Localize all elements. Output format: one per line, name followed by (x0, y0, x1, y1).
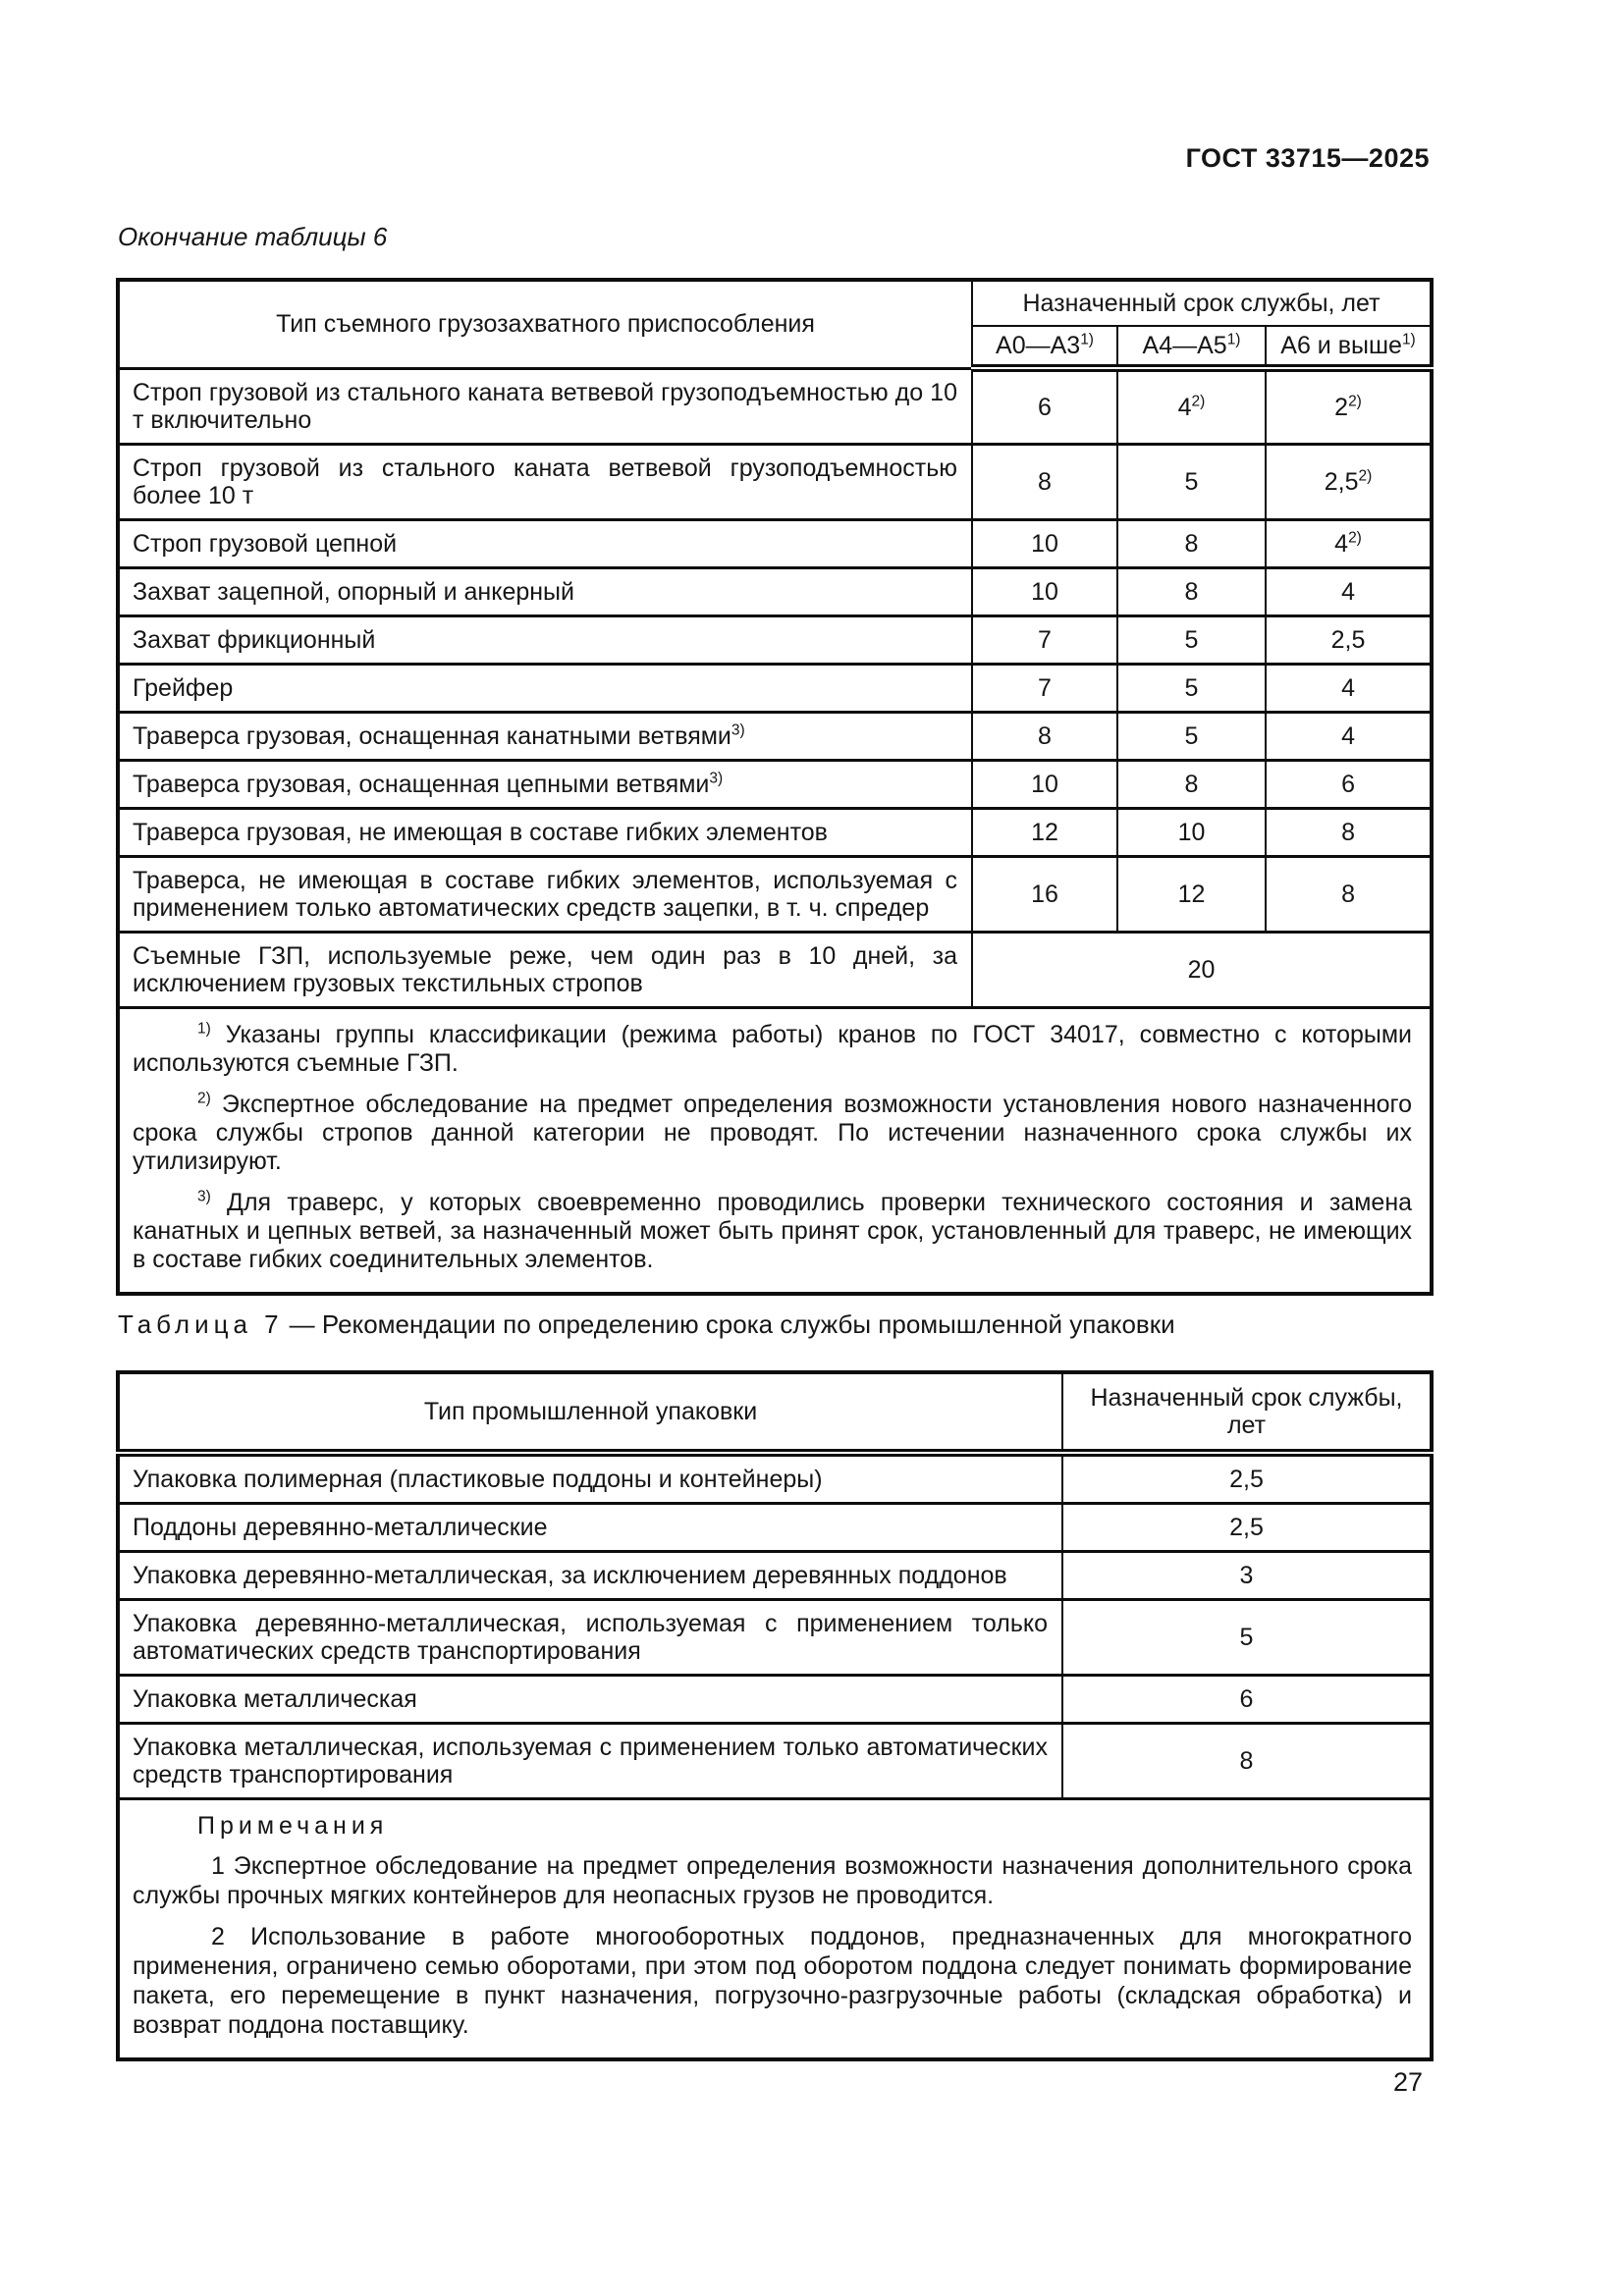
value-cell: 3 (1062, 1552, 1432, 1600)
device-type-cell: Траверса грузовая, оснащенная канатными ветвями$^{3)}$ (118, 712, 972, 760)
table6-type-column-header: Тип съемного грузозахватного приспособления (118, 280, 972, 368)
packaging-type-cell: Поддоны деревянно-металлические (118, 1504, 1062, 1552)
table-row (118, 1676, 1432, 1724)
value-cell: 10 (972, 519, 1117, 567)
note-2: 2 Использование в работе многооборотных поддонов, предназначенных для многократного применения, ограничено семью оборотами, при этом под оборотом поддона следует понимать формирование пакета, его перемещение в пункт назначения, погрузочно-разгрузочные работы (складская обработка) и возврат поддона поставщику. (133, 1923, 1412, 2039)
packaging-type-cell: Упаковка металлическая (118, 1676, 1062, 1724)
table-row (118, 856, 1432, 932)
value-cell: 4$^{2)}$ (1117, 368, 1266, 444)
table-row (118, 444, 1432, 519)
table-row (118, 808, 1432, 856)
device-type-cell: Грейфер (118, 664, 972, 712)
table7-notes-row (118, 1799, 1432, 2060)
value-cell: 5 (1062, 1600, 1432, 1676)
value-cell: 5 (1117, 615, 1266, 664)
device-type-cell: Строп грузовой цепной (118, 519, 972, 567)
table-row (118, 368, 1432, 444)
device-type-cell: Траверса, не имеющая в составе гибких элементов, используемая с применением только автоматических средств зацепки, в т. ч. спредер (118, 856, 972, 932)
value-cell: 5 (1117, 664, 1266, 712)
footnote-ref: 2) (1348, 393, 1362, 410)
note-1: 1 Экспертное обследование на предмет определения возможности назначения дополнительного срока службы прочных мягких контейнеров для неопасных грузов не проводится. (133, 1852, 1412, 1909)
value-cell: 8 (1266, 856, 1432, 932)
footnote-marker: 1) (197, 1020, 211, 1038)
value-cell: 2$^{2)}$ (1266, 368, 1432, 444)
device-type-cell: Захват фрикционный (118, 615, 972, 664)
footnote-1: $^{1)}$ Указаны группы классификации (режима работы) кранов по ГОСТ 34017, совместно с которыми используются съемные ГЗП. (133, 1020, 1413, 1077)
table-row (118, 519, 1432, 567)
packaging-type-cell: Упаковка полимерная (пластиковые поддоны и контейнеры) (118, 1453, 1062, 1504)
table6-continuation-caption: Окончание таблицы 6 (118, 222, 388, 251)
table-row (118, 712, 1432, 760)
device-type-cell: Строп грузовой из стального каната ветвевой грузоподъемностью до 10 т включительно (118, 368, 972, 444)
value-cell: 7 (972, 615, 1117, 664)
footnote-ref: 3) (731, 721, 745, 739)
device-type-cell: Траверса грузовая, оснащенная цепными ветвями$^{3)}$ (118, 760, 972, 808)
value-cell: 2,5$^{2)}$ (1266, 444, 1432, 519)
value-cell: 8 (1266, 808, 1432, 856)
value-cell: 10 (1117, 808, 1266, 856)
value-cell: 2,5 (1266, 615, 1432, 664)
table7-caption (118, 1309, 1175, 1340)
value-cell: 8 (972, 712, 1117, 760)
table7-type-column-header: Тип промышленной упаковки (118, 1372, 1062, 1453)
value-cell: 4 (1266, 567, 1432, 615)
footnote-ref: 2) (1348, 529, 1362, 547)
table7 (116, 1370, 1434, 2061)
value-cell: 2,5 (1062, 1453, 1432, 1504)
value-cell: 12 (1117, 856, 1266, 932)
table-row (118, 615, 1432, 664)
value-cell: 5 (1117, 712, 1266, 760)
value-cell: 6 (1062, 1676, 1432, 1724)
footnote-2: $^{2)}$ Экспертное обследование на предмет определения возможности установления нового назначенного срока службы стропов данной категории не проводят. По истечении назначенного срока службы их утилизируют. (133, 1090, 1413, 1175)
page-number: 27 (1392, 2067, 1423, 2097)
table-row (118, 567, 1432, 615)
table7-notes-cell (118, 1799, 1432, 2060)
table-row (118, 664, 1432, 712)
table7-caption-label: Таблица 7 (118, 1309, 284, 1339)
value-cell: 8 (1117, 567, 1266, 615)
value-cell: 4 (1266, 712, 1432, 760)
table-row-merged (118, 932, 1432, 1007)
value-cell: 4 (1266, 664, 1432, 712)
value-cell: 8 (1062, 1724, 1432, 1799)
value-cell: 8 (1117, 519, 1266, 567)
standard-code: ГОСТ 33715—2025 (1185, 143, 1430, 173)
value-cell: 2,5 (1062, 1504, 1432, 1552)
table6-group-a4a5-header: А4—А5$^{1)}$ (1117, 326, 1266, 368)
table7-service-life-column-header: Назначенный срок службы, лет (1062, 1372, 1432, 1453)
device-type-cell: Захват зацепной, опорный и анкерный (118, 567, 972, 615)
table6 (116, 278, 1434, 1296)
table-row (118, 1724, 1432, 1799)
table-row (118, 1600, 1432, 1676)
table6-footnotes-row (118, 1007, 1432, 1294)
footnote-ref: 2) (1191, 393, 1206, 410)
table-row (118, 1552, 1432, 1600)
value-cell: 10 (972, 567, 1117, 615)
footnote-marker: 3) (197, 1188, 211, 1205)
value-cell: 6 (972, 368, 1117, 444)
footnote-ref: 3) (709, 770, 724, 787)
table7-caption-text: — Рекомендации по определению срока службы промышленной упаковки (289, 1309, 1175, 1339)
merged-value-cell: 20 (972, 932, 1432, 1007)
value-cell: 6 (1266, 760, 1432, 808)
table6-group-a0a3-header: А0—А3$^{1)}$ (972, 326, 1117, 368)
value-cell: 4$^{2)}$ (1266, 519, 1432, 567)
value-cell: 7 (972, 664, 1117, 712)
value-cell: 8 (1117, 760, 1266, 808)
footnote-ref: 1) (1401, 331, 1416, 348)
device-type-cell: Съемные ГЗП, используемые реже, чем один раз в 10 дней, за исключением грузовых текстильных стропов (118, 932, 972, 1007)
device-type-cell: Строп грузовой из стального каната ветвевой грузоподъемностью более 10 т (118, 444, 972, 519)
value-cell: 5 (1117, 444, 1266, 519)
table-row (118, 760, 1432, 808)
packaging-type-cell: Упаковка металлическая, используемая с применением только автоматических средств транспортирования (118, 1724, 1062, 1799)
footnote-marker: 2) (197, 1090, 211, 1107)
device-type-cell: Траверса грузовая, не имеющая в составе гибких элементов (118, 808, 972, 856)
table6-group-a6plus-header: А6 и выше$^{1)}$ (1266, 326, 1432, 368)
value-cell: 8 (972, 444, 1117, 519)
table6-footnotes-cell (118, 1007, 1432, 1294)
footnote-ref: 2) (1358, 467, 1373, 485)
packaging-type-cell: Упаковка деревянно-металлическая, используемая с применением только автоматических средств транспортирования (118, 1600, 1062, 1676)
value-cell: 10 (972, 760, 1117, 808)
table-row (118, 1453, 1432, 1504)
notes-title: Примечания (197, 1812, 389, 1840)
footnote-3: $^{3)}$ Для траверс, у которых своевременно проводились проверки технического состояния и замена канатных и цепных ветвей, за назначенный может быть принят срок, установленный для траверс, не имеющих в составе гибких соединительных элементов. (133, 1188, 1413, 1273)
packaging-type-cell: Упаковка деревянно-металлическая, за исключением деревянных поддонов (118, 1552, 1062, 1600)
table-row (118, 1504, 1432, 1552)
value-cell: 12 (972, 808, 1117, 856)
value-cell: 16 (972, 856, 1117, 932)
footnote-ref: 1) (1226, 331, 1241, 348)
table6-service-life-group-header: Назначенный срок службы, лет (972, 280, 1432, 326)
footnote-ref: 1) (1080, 331, 1094, 348)
